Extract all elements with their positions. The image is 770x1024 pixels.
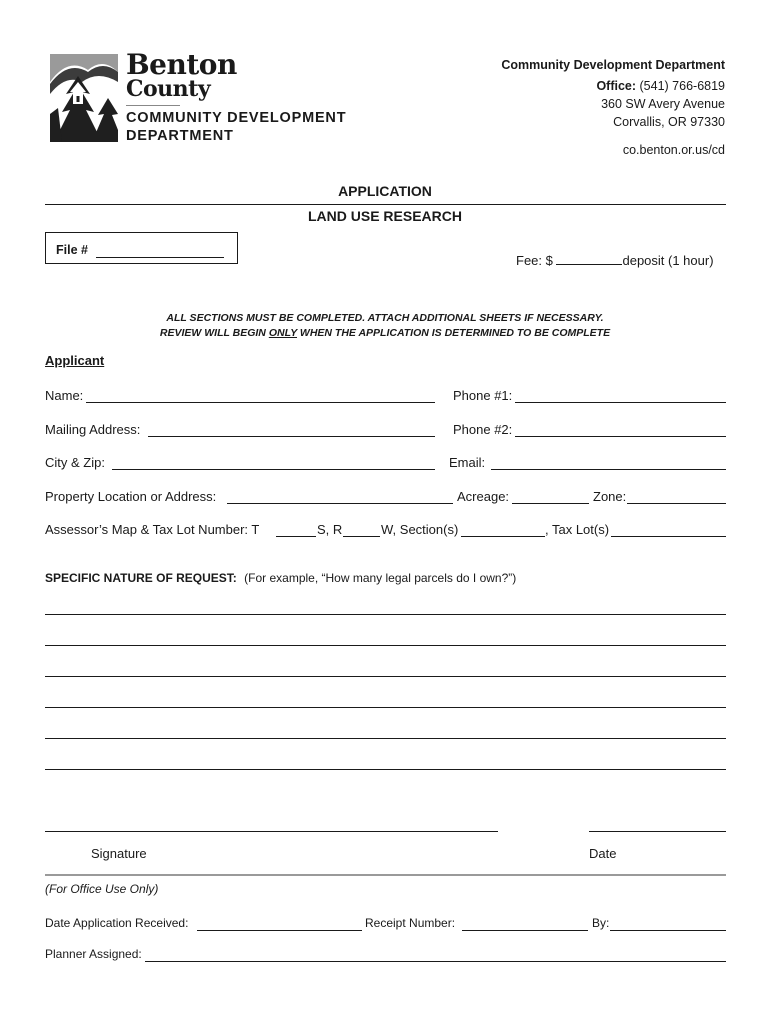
property-location-label: Property Location or Address: xyxy=(45,489,217,504)
applicant-heading: Applicant xyxy=(45,353,105,368)
phone2-field[interactable] xyxy=(515,436,726,437)
phone2-label: Phone #2: xyxy=(453,422,513,437)
request-line-6[interactable] xyxy=(45,769,726,770)
s-r-label: S, R xyxy=(317,522,343,537)
email-label: Email: xyxy=(449,455,486,470)
planner-assigned-label: Planner Assigned: xyxy=(45,947,142,961)
signature-field[interactable] xyxy=(45,831,498,832)
zone-field[interactable] xyxy=(627,503,726,504)
logo xyxy=(48,48,368,147)
contact-block xyxy=(501,56,725,159)
request-line-4[interactable] xyxy=(45,707,726,708)
website-link[interactable]: co.benton.or.us/cd xyxy=(622,143,725,157)
fee-row xyxy=(516,252,714,268)
date-label: Date xyxy=(589,846,617,861)
request-line-3[interactable] xyxy=(45,676,726,677)
office-use-rule xyxy=(45,874,726,876)
request-label xyxy=(45,571,516,585)
acreage-label: Acreage: xyxy=(457,489,510,504)
fee-blank[interactable] xyxy=(556,252,622,265)
date-field[interactable] xyxy=(589,831,726,832)
logo-name-line1: Benton xyxy=(126,48,237,81)
mailing-address-label: Mailing Address: xyxy=(45,422,141,437)
by-field[interactable] xyxy=(610,930,726,931)
file-number-box[interactable] xyxy=(45,232,238,264)
logo-divider xyxy=(126,105,180,106)
title-line2: LAND USE RESEARCH xyxy=(307,208,462,224)
request-hint: (For example, “How many legal parcels do I own?”) xyxy=(244,571,517,585)
office-use-heading: (For Office Use Only) xyxy=(45,882,159,896)
logo-dept-line1: COMMUNITY DEVELOPMENT xyxy=(126,110,347,126)
request-label-bold: SPECIFIC NATURE OF REQUEST: xyxy=(45,571,237,585)
office-line xyxy=(501,77,725,95)
request-line-1[interactable] xyxy=(45,614,726,615)
section-field[interactable] xyxy=(461,536,545,537)
office-label: Office: xyxy=(596,79,637,93)
fee-label: Fee: $ xyxy=(516,253,553,268)
title-line1: APPLICATION xyxy=(338,183,432,199)
date-received-field[interactable] xyxy=(197,930,362,931)
request-line-2[interactable] xyxy=(45,645,726,646)
assessor-label: Assessor’s Map & Tax Lot Number: T xyxy=(45,522,260,537)
phone1-label: Phone #1: xyxy=(453,388,513,403)
fee-suffix: deposit (1 hour) xyxy=(622,253,714,268)
township-field[interactable] xyxy=(276,536,316,537)
file-number-label: File # xyxy=(56,243,88,257)
notice-line2: REVIEW WILL BEGIN ONLY WHEN THE APPLICATION IS DETERMINED TO BE COMPLETE xyxy=(159,327,611,339)
name-label: Name: xyxy=(45,388,84,403)
file-number-blank[interactable] xyxy=(96,257,224,258)
date-received-label: Date Application Received: xyxy=(45,916,189,930)
logo-name-line2: County xyxy=(126,76,211,102)
range-field[interactable] xyxy=(343,536,380,537)
office-phone: (541) 766-6819 xyxy=(639,79,725,93)
city-address: Corvallis, OR 97330 xyxy=(613,115,725,129)
w-section-label: W, Section(s) xyxy=(381,522,459,537)
signature-label: Signature xyxy=(91,846,147,861)
request-line-5[interactable] xyxy=(45,738,726,739)
email-field[interactable] xyxy=(491,469,726,470)
notice-line1: ALL SECTIONS MUST BE COMPLETED. ATTACH ADDITIONAL SHEETS IF NECESSARY. xyxy=(166,312,604,324)
tax-lot-field[interactable] xyxy=(611,536,726,537)
title-rule xyxy=(45,204,726,205)
planner-assigned-field[interactable] xyxy=(145,961,726,962)
by-label: By: xyxy=(592,916,610,930)
phone1-field[interactable] xyxy=(515,402,726,403)
dept-name: Community Development Department xyxy=(501,58,725,72)
zone-label: Zone: xyxy=(593,489,627,504)
receipt-number-field[interactable] xyxy=(462,930,588,931)
tax-lot-label: , Tax Lot(s) xyxy=(545,522,610,537)
receipt-number-label: Receipt Number: xyxy=(365,916,456,930)
city-zip-label: City & Zip: xyxy=(45,455,105,470)
county-logo-mark-icon xyxy=(48,52,120,144)
property-location-field[interactable] xyxy=(227,503,453,504)
street-address: 360 SW Avery Avenue xyxy=(601,97,725,111)
acreage-field[interactable] xyxy=(512,503,589,504)
name-field[interactable] xyxy=(86,402,435,403)
mailing-address-field[interactable] xyxy=(148,436,435,437)
notice-only: ONLY xyxy=(268,327,298,339)
city-zip-field[interactable] xyxy=(112,469,435,470)
logo-dept-line2: DEPARTMENT xyxy=(126,128,234,144)
